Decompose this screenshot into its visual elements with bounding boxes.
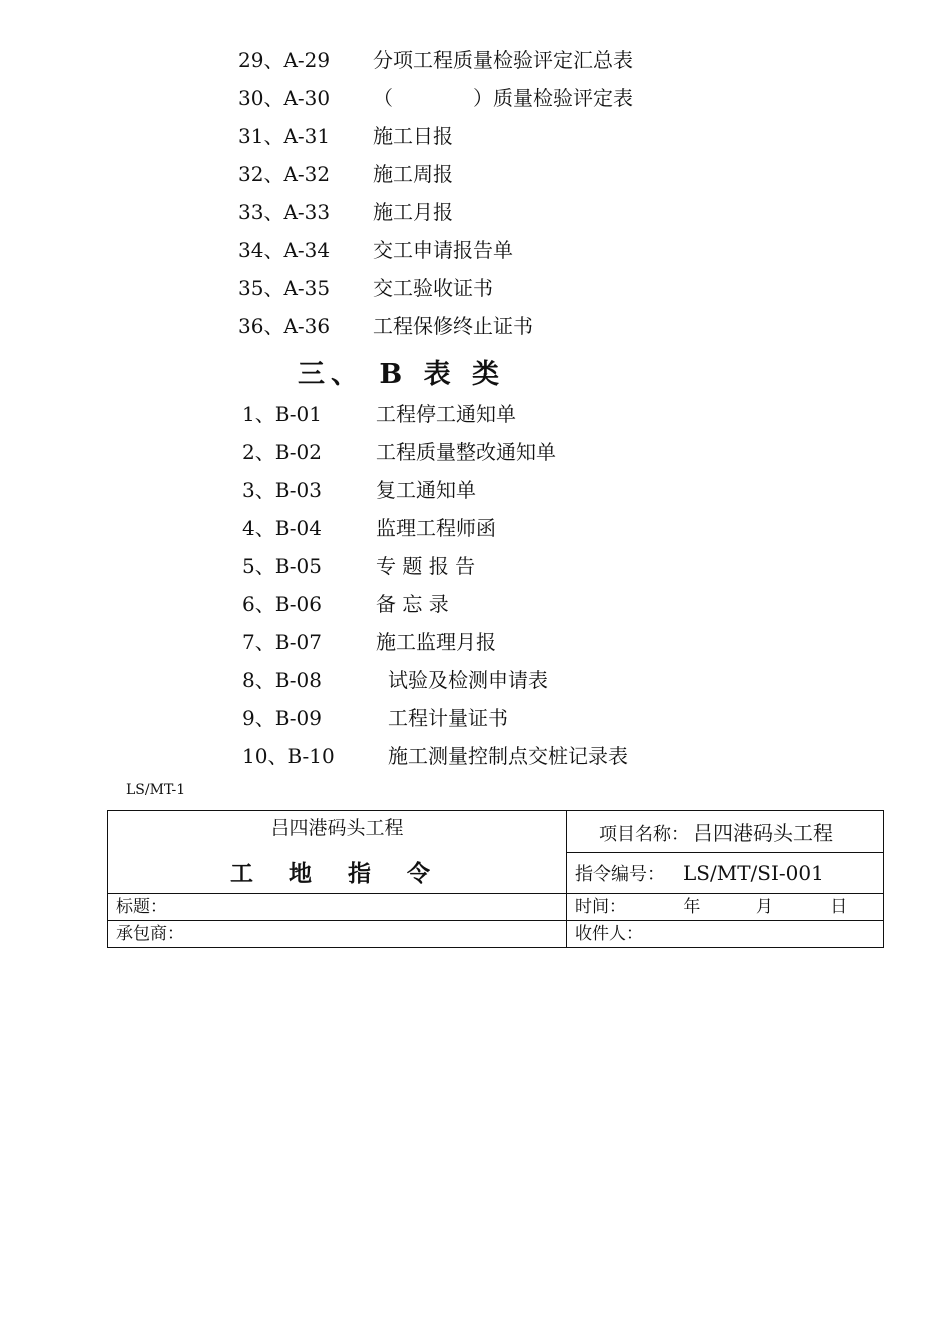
item-code: 5、B-05 (242, 554, 322, 578)
item-title: 分项工程质量检验评定汇总表 (373, 48, 633, 72)
item-title: 工程停工通知单 (376, 402, 516, 426)
year-label: 年 (683, 897, 701, 917)
order-number-label: 指令编号： (575, 863, 665, 885)
project-name: 吕四港码头工程 (270, 817, 404, 839)
month-label: 月 (755, 897, 773, 917)
form-title: 工 地 指 令 (229, 860, 445, 887)
item-code: 6、B-06 (242, 592, 322, 616)
item-code: 30、A-30 (238, 86, 331, 110)
item-title: 工程质量整改通知单 (376, 440, 556, 464)
item-code: 10、B-10 (242, 744, 335, 768)
item-title: 备 忘 录 (376, 592, 449, 616)
contractor-cell (108, 921, 567, 948)
site-instruction-form (107, 810, 884, 948)
order-number-cell (567, 852, 884, 894)
item-code: 31、A-31 (238, 124, 331, 148)
item-title: 试验及检测申请表 (388, 668, 548, 692)
day-label: 日 (830, 897, 848, 917)
subject-label: 标题： (116, 897, 167, 917)
item-code: 4、B-04 (242, 516, 322, 540)
item-title: （ ）质量检验评定表 (373, 86, 633, 110)
subject-cell (108, 894, 567, 921)
item-title: 施工月报 (373, 200, 453, 224)
item-code: 1、B-01 (242, 402, 322, 426)
item-code: 33、A-33 (238, 200, 331, 224)
item-code: 34、A-34 (238, 238, 331, 262)
item-title: 交工申请报告单 (373, 238, 513, 262)
item-title: 施工日报 (373, 124, 453, 148)
item-title: 复工通知单 (376, 478, 476, 502)
order-number-value: LS/MT/SI-001 (683, 860, 824, 885)
item-code: 29、A-29 (238, 48, 331, 72)
item-title: 工程保修终止证书 (373, 314, 533, 338)
time-cell (567, 894, 884, 921)
item-title: 监理工程师函 (376, 516, 496, 540)
item-code: 2、B-02 (242, 440, 322, 464)
project-name-cell (567, 811, 884, 853)
item-title: 专 题 报 告 (376, 554, 476, 578)
time-label: 时间： (575, 897, 626, 917)
item-code: 9、B-09 (242, 706, 322, 730)
item-code: 3、B-03 (242, 478, 322, 502)
form-header-left (108, 811, 567, 894)
contractor-label: 承包商： (116, 924, 184, 944)
section-heading: 三、 B 表 类 (298, 359, 506, 390)
project-name-label: 项目名称： (599, 823, 689, 845)
item-title: 施工周报 (373, 162, 453, 186)
recipient-label: 收件人： (575, 924, 643, 944)
recipient-cell (567, 921, 884, 948)
item-code: 36、A-36 (238, 314, 331, 338)
item-code: 7、B-07 (242, 630, 322, 654)
item-title: 施工测量控制点交桩记录表 (388, 744, 628, 768)
item-title: 交工验收证书 (373, 276, 493, 300)
item-code: 32、A-32 (238, 162, 331, 186)
item-title: 施工监理月报 (376, 630, 496, 654)
item-code: 8、B-08 (242, 668, 322, 692)
project-name-value: 吕四港码头工程 (693, 820, 833, 845)
item-code: 35、A-35 (238, 276, 331, 300)
item-title: 工程计量证书 (388, 706, 508, 730)
form-code: LS/MT-1 (126, 782, 186, 798)
